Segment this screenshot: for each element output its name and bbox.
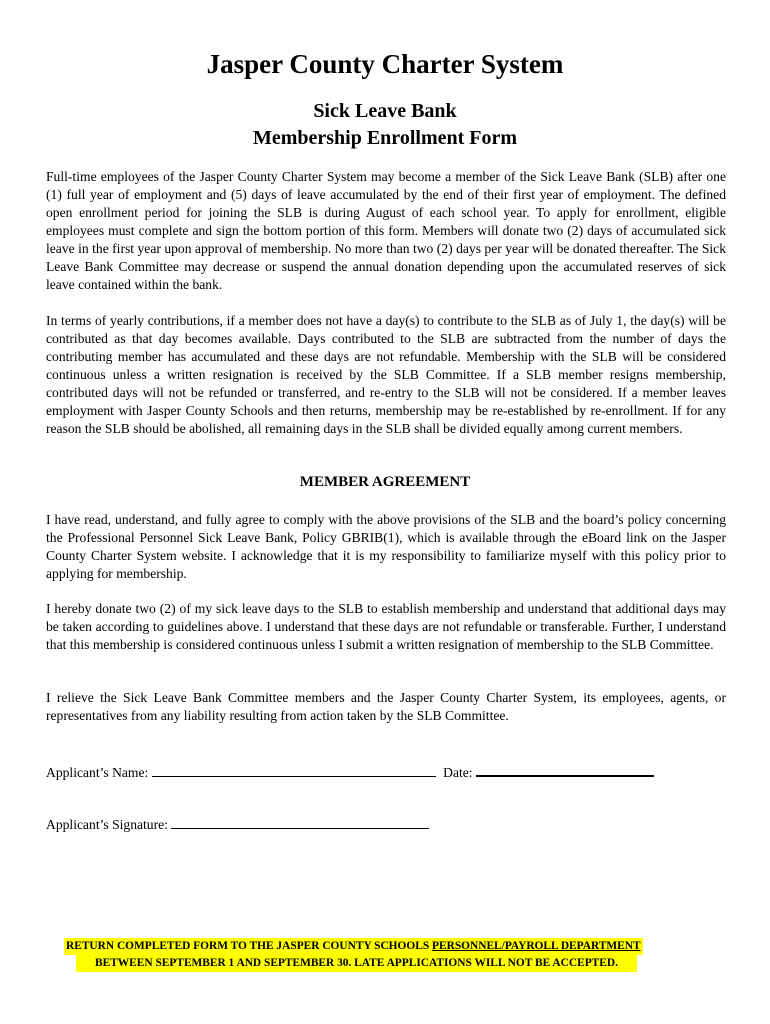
applicant-name-label: Applicant’s Name:: [46, 765, 149, 780]
applicant-signature-row: [46, 815, 429, 834]
applicant-signature-label: Applicant’s Signature:: [46, 817, 168, 832]
return-instructions-text: RETURN COMPLETED FORM TO THE JASPER COUNTY SCHOOLS: [66, 940, 433, 952]
eligibility-paragraph: Full-time employees of the Jasper County Charter System may become a member of the Sick Leave Bank (SLB) after one (1) full year of employment and (5) days of leave accumulated by the end of their first year of employment. The defined open enrollment period for joining the SLB is during August of each school year. To apply for enrollment, eligible employees must complete and sign the bottom portion of this form. Members will donate two (2) days of accumulated sick leave in the first year upon approval of membership. No more than two (2) days per year will be donated thereafter. The Sick Leave Bank Committee may decrease or suspend the annual donation depending upon the accumulated reserves of sick leave contained within the bank.: [46, 169, 726, 292]
document-title: Jasper County Charter System: [206, 49, 564, 79]
document-subtitle-enrollment-form: Membership Enrollment Form: [252, 127, 518, 149]
agreement-liability-paragraph: I relieve the Sick Leave Bank Committee members and the Jasper County Charter System, its employees, agents, or representatives from any liability resulting from action taken by the SLB Committee.: [46, 690, 726, 723]
applicant-name-row: [46, 762, 654, 782]
applicant-signature-field[interactable]: [171, 815, 429, 829]
agreement-policy-paragraph: I have read, understand, and fully agree to comply with the above provisions of the SLB and the board’s policy concerning the Professional Personnel Sick Leave Bank, Policy GBRIB(1), which is available through the eBoard link on the Jasper County Charter System website. I acknowledge that it is my responsibility to familiarize myself with this policy prior to applying for membership.: [46, 512, 726, 581]
contributions-paragraph: In terms of yearly contributions, if a member does not have a day(s) to contribute to the SLB as of July 1, the day(s) will be contributed as that day becomes available. Days contributed to the SLB are subtracted from the number of days the contributing member has accumulated and these days are not refundable. Membership with the SLB will be considered continuous unless a written resignation is received by the SLB Committee. If a SLB member resigns membership, contributed days will not be refunded or transferred, and re-entry to the SLB will not be considered. If a member leaves employment with Jasper County Schools and then returns, membership may be re-established by re-enrollment. If for any reason the SLB should be abolished, all remaining days in the SLB shall be divided equally among current members.: [46, 313, 726, 436]
member-agreement-heading: MEMBER AGREEMENT: [299, 474, 471, 490]
date-label: Date:: [443, 765, 473, 780]
applicant-name-field[interactable]: [152, 763, 436, 777]
document-subtitle-sick-leave-bank: Sick Leave Bank: [313, 100, 457, 122]
date-field[interactable]: [476, 762, 654, 777]
return-instructions-line-1: [64, 938, 643, 955]
return-instructions-line-2: BETWEEN SEPTEMBER 1 AND SEPTEMBER 30. LATE APPLICATIONS WILL NOT BE ACCEPTED.: [76, 955, 637, 972]
payroll-department-text: PERSONNEL/PAYROLL DEPARTMENT: [432, 940, 641, 952]
agreement-donation-paragraph: I hereby donate two (2) of my sick leave days to the SLB to establish membership and understand that additional days may be taken according to guidelines above. I understand that these days are not refundable or transferable. Further, I understand that this membership is considered continuous unless I submit a written resignation of membership to the SLB Committee.: [46, 601, 726, 652]
